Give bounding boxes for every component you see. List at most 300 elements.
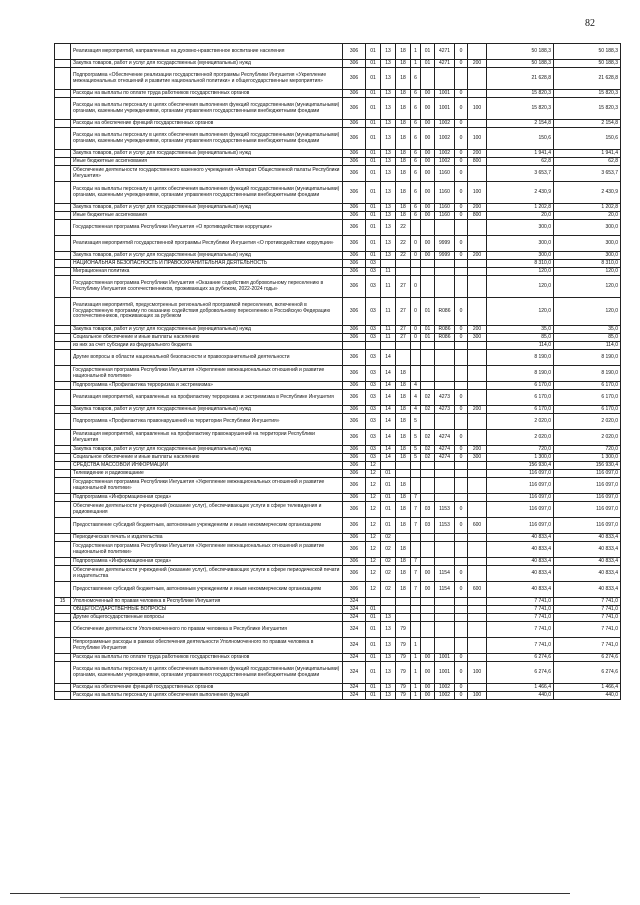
- row-number-cell: [55, 494, 71, 502]
- code-subsection-cell: [381, 462, 396, 470]
- code-suffix-cell: [455, 414, 468, 430]
- code-subprogram-cell: 5: [411, 430, 421, 446]
- amount-year1-cell: 1 466,4: [487, 684, 554, 692]
- code-program-cell: 27: [396, 276, 411, 298]
- code-direction-cell: 1002: [435, 150, 455, 158]
- code-subsection-cell: 01: [381, 502, 396, 518]
- code-suffix-cell: 0: [455, 684, 468, 692]
- code-event-cell: [421, 534, 435, 542]
- amount-year2-cell: 116 097,0: [554, 518, 621, 534]
- amount-year2-cell: 116 097,0: [554, 478, 621, 494]
- row-number-cell: [55, 326, 71, 334]
- code-suffix-cell: [455, 276, 468, 298]
- amount-year1-cell: 6 274,6: [487, 662, 554, 684]
- code-direction-cell: [435, 470, 455, 478]
- code-subsection-cell: 13: [381, 614, 396, 622]
- code-section-cell: 12: [366, 518, 381, 534]
- amount-year1-cell: 1 941,4: [487, 150, 554, 158]
- table-row: [55, 350, 621, 366]
- code-expense-type-cell: [468, 342, 487, 350]
- code-program-cell: [396, 598, 411, 606]
- code-event-cell: [421, 558, 435, 566]
- code-section-cell: 03: [366, 350, 381, 366]
- code-suffix-cell: 0: [455, 60, 468, 68]
- table-row: [55, 542, 621, 558]
- code-section-cell: 01: [366, 614, 381, 622]
- table-row: [55, 60, 621, 68]
- amount-year2-cell: 40 833,4: [554, 558, 621, 566]
- code-direction-cell: [435, 614, 455, 622]
- amount-year1-cell: 21 628,8: [487, 68, 554, 90]
- code-suffix-cell: [455, 558, 468, 566]
- code-ministry-cell: 306: [343, 182, 366, 204]
- amount-year2-cell: 85,0: [554, 334, 621, 342]
- code-section-cell: 01: [366, 662, 381, 684]
- code-direction-cell: [435, 622, 455, 638]
- code-subprogram-cell: [411, 342, 421, 350]
- code-ministry-cell: 306: [343, 502, 366, 518]
- code-ministry-cell: 306: [343, 326, 366, 334]
- amount-year2-cell: 1 300,0: [554, 454, 621, 462]
- code-section-cell: 01: [366, 98, 381, 120]
- code-direction-cell: [435, 558, 455, 566]
- code-section-cell: 01: [366, 684, 381, 692]
- code-section-cell: 01: [366, 220, 381, 236]
- code-subsection-cell: 14: [381, 414, 396, 430]
- code-event-cell: 00: [421, 98, 435, 120]
- code-ministry-cell: 324: [343, 622, 366, 638]
- code-direction-cell: 4274: [435, 430, 455, 446]
- code-subsection-cell: [381, 260, 396, 268]
- amount-year2-cell: 21 628,8: [554, 68, 621, 90]
- code-subsection-cell: 02: [381, 582, 396, 598]
- table-row: [55, 334, 621, 342]
- code-section-cell: 01: [366, 212, 381, 220]
- item-name-cell: Реализация мероприятий, направленных на духовно-нравственное воспитание населения: [71, 44, 343, 60]
- code-subprogram-cell: 7: [411, 494, 421, 502]
- code-section-cell: 01: [366, 166, 381, 182]
- amount-year2-cell: 50 188,3: [554, 44, 621, 60]
- code-subprogram-cell: 1: [411, 638, 421, 654]
- code-event-cell: 00: [421, 150, 435, 158]
- table-row: [55, 390, 621, 406]
- code-ministry-cell: 306: [343, 212, 366, 220]
- code-section-cell: 12: [366, 494, 381, 502]
- code-event-cell: 01: [421, 60, 435, 68]
- code-section-cell: 03: [366, 406, 381, 414]
- code-suffix-cell: [455, 342, 468, 350]
- code-subprogram-cell: 0: [411, 334, 421, 342]
- code-suffix-cell: 0: [455, 662, 468, 684]
- code-program-cell: 18: [396, 158, 411, 166]
- code-ministry-cell: 306: [343, 350, 366, 366]
- table-row: [55, 582, 621, 598]
- item-name-cell: Подпрограмма «Профилактика терроризма и экстремизма»: [71, 382, 343, 390]
- code-subsection-cell: 02: [381, 534, 396, 542]
- row-number-cell: [55, 502, 71, 518]
- code-program-cell: [396, 614, 411, 622]
- amount-year2-cell: 7 741,0: [554, 606, 621, 614]
- code-program-cell: [396, 260, 411, 268]
- code-event-cell: [421, 470, 435, 478]
- code-suffix-cell: [455, 366, 468, 382]
- code-expense-type-cell: [468, 566, 487, 582]
- code-section-cell: 03: [366, 268, 381, 276]
- row-number-cell: [55, 406, 71, 414]
- code-event-cell: [421, 494, 435, 502]
- code-subsection-cell: 14: [381, 382, 396, 390]
- amount-year2-cell: 120,0: [554, 298, 621, 326]
- code-subsection-cell: 13: [381, 204, 396, 212]
- code-direction-cell: [435, 638, 455, 654]
- amount-year2-cell: 6 170,0: [554, 406, 621, 414]
- code-subprogram-cell: [411, 534, 421, 542]
- code-subsection-cell: 11: [381, 268, 396, 276]
- row-number-cell: [55, 614, 71, 622]
- code-expense-type-cell: [468, 622, 487, 638]
- code-program-cell: 18: [396, 68, 411, 90]
- item-name-cell: Расходы на выплаты персоналу в целях обеспечения выполнения функций государственными (муниципальными) органами, казенными учреждениями, органами управления государственными внебюджетными фондами: [71, 182, 343, 204]
- code-direction-cell: [435, 276, 455, 298]
- code-direction-cell: [435, 260, 455, 268]
- code-program-cell: [396, 534, 411, 542]
- code-section-cell: 01: [366, 654, 381, 662]
- code-program-cell: 79: [396, 692, 411, 700]
- amount-year1-cell: 440,0: [487, 692, 554, 700]
- code-section-cell: 01: [366, 120, 381, 128]
- amount-year1-cell: 3 653,7: [487, 166, 554, 182]
- table-row: [55, 166, 621, 182]
- code-subprogram-cell: 7: [411, 566, 421, 582]
- item-name-cell: Подпрограмма «Информационная среда»: [71, 494, 343, 502]
- code-subprogram-cell: 6: [411, 158, 421, 166]
- code-expense-type-cell: [468, 220, 487, 236]
- code-event-cell: 00: [421, 182, 435, 204]
- code-direction-cell: R086: [435, 334, 455, 342]
- amount-year2-cell: 7 741,0: [554, 614, 621, 622]
- code-ministry-cell: 324: [343, 662, 366, 684]
- amount-year1-cell: 120,0: [487, 298, 554, 326]
- code-subprogram-cell: 4: [411, 406, 421, 414]
- code-event-cell: 01: [421, 334, 435, 342]
- code-subsection-cell: 11: [381, 298, 396, 326]
- table-row: [55, 662, 621, 684]
- row-number-cell: [55, 542, 71, 558]
- code-event-cell: 00: [421, 654, 435, 662]
- row-number-cell: [55, 684, 71, 692]
- item-name-cell: Предоставление субсидий бюджетным, автономным учреждениям и иным некоммерческим организациям: [71, 518, 343, 534]
- code-section-cell: 01: [366, 60, 381, 68]
- table-row: [55, 260, 621, 268]
- amount-year2-cell: 50 188,3: [554, 60, 621, 68]
- row-number-cell: [55, 534, 71, 542]
- code-subprogram-cell: 0: [411, 276, 421, 298]
- code-section-cell: 12: [366, 534, 381, 542]
- code-subprogram-cell: 4: [411, 382, 421, 390]
- code-direction-cell: 4273: [435, 406, 455, 414]
- code-subsection-cell: 13: [381, 622, 396, 638]
- row-number-cell: [55, 558, 71, 566]
- row-number-cell: [55, 470, 71, 478]
- code-section-cell: 01: [366, 150, 381, 158]
- code-subprogram-cell: 6: [411, 90, 421, 98]
- amount-year2-cell: 440,0: [554, 692, 621, 700]
- code-subprogram-cell: 6: [411, 150, 421, 158]
- code-suffix-cell: 0: [455, 518, 468, 534]
- item-name-cell: ОБЩЕГОСУДАРСТВЕННЫЕ ВОПРОСЫ: [71, 606, 343, 614]
- row-number-cell: [55, 260, 71, 268]
- code-subprogram-cell: 6: [411, 120, 421, 128]
- amount-year2-cell: 40 833,4: [554, 542, 621, 558]
- item-name-cell: Закупка товаров, работ и услуг для государственных (муниципальных) нужд: [71, 326, 343, 334]
- table-row: [55, 518, 621, 534]
- item-name-cell: СРЕДСТВА МАССОВОЙ ИНФОРМАЦИИ: [71, 462, 343, 470]
- code-expense-type-cell: [468, 462, 487, 470]
- code-ministry-cell: 306: [343, 390, 366, 406]
- code-program-cell: 18: [396, 582, 411, 598]
- table-row: [55, 692, 621, 700]
- amount-year1-cell: 6 274,6: [487, 654, 554, 662]
- code-subsection-cell: 11: [381, 334, 396, 342]
- code-subprogram-cell: 0: [411, 252, 421, 260]
- amount-year1-cell: 720,0: [487, 446, 554, 454]
- code-program-cell: 22: [396, 236, 411, 252]
- amount-year1-cell: 40 833,4: [487, 542, 554, 558]
- code-suffix-cell: [455, 220, 468, 236]
- code-subprogram-cell: [411, 614, 421, 622]
- table-row: [55, 462, 621, 470]
- code-expense-type-cell: 800: [468, 212, 487, 220]
- code-direction-cell: [435, 366, 455, 382]
- code-section-cell: 12: [366, 558, 381, 566]
- row-number-cell: [55, 662, 71, 684]
- table-row: [55, 90, 621, 98]
- code-section-cell: 03: [366, 366, 381, 382]
- code-subprogram-cell: 4: [411, 390, 421, 406]
- table-row: [55, 622, 621, 638]
- code-subsection-cell: 13: [381, 60, 396, 68]
- code-program-cell: 18: [396, 166, 411, 182]
- code-expense-type-cell: 100: [468, 662, 487, 684]
- item-name-cell: Иные бюджетные ассигнования: [71, 212, 343, 220]
- item-name-cell: Периодическая печать и издательства: [71, 534, 343, 542]
- item-name-cell: Реализация мероприятий, предусмотренных региональной программой переселения, включенной в Государственную программу по оказанию содействия добровольному переселению в Российскую Федерацию соотечественников, проживающих за рубежом: [71, 298, 343, 326]
- code-section-cell: 01: [366, 158, 381, 166]
- code-section-cell: 03: [366, 326, 381, 334]
- code-expense-type-cell: 200: [468, 446, 487, 454]
- code-subprogram-cell: [411, 268, 421, 276]
- code-suffix-cell: [455, 268, 468, 276]
- code-subsection-cell: [381, 606, 396, 614]
- code-suffix-cell: [455, 614, 468, 622]
- amount-year2-cell: 300,0: [554, 236, 621, 252]
- code-section-cell: 12: [366, 542, 381, 558]
- code-subsection-cell: 01: [381, 478, 396, 494]
- code-ministry-cell: 306: [343, 494, 366, 502]
- code-expense-type-cell: [468, 478, 487, 494]
- code-ministry-cell: 306: [343, 68, 366, 90]
- budget-table: [54, 43, 621, 700]
- row-number-cell: 15: [55, 598, 71, 606]
- code-program-cell: 18: [396, 502, 411, 518]
- code-ministry-cell: 306: [343, 558, 366, 566]
- code-suffix-cell: 0: [455, 582, 468, 598]
- code-suffix-cell: [455, 470, 468, 478]
- code-section-cell: 12: [366, 502, 381, 518]
- code-suffix-cell: [455, 478, 468, 494]
- code-expense-type-cell: [468, 276, 487, 298]
- table-row: [55, 128, 621, 150]
- code-subsection-cell: [381, 342, 396, 350]
- code-program-cell: 18: [396, 566, 411, 582]
- code-direction-cell: 4271: [435, 44, 455, 60]
- code-suffix-cell: 0: [455, 566, 468, 582]
- row-number-cell: [55, 166, 71, 182]
- code-expense-type-cell: [468, 638, 487, 654]
- code-ministry-cell: 306: [343, 236, 366, 252]
- code-expense-type-cell: [468, 558, 487, 566]
- code-subprogram-cell: 0: [411, 326, 421, 334]
- amount-year2-cell: 1 941,4: [554, 150, 621, 158]
- code-expense-type-cell: 300: [468, 334, 487, 342]
- code-event-cell: 00: [421, 662, 435, 684]
- code-direction-cell: [435, 606, 455, 614]
- code-subprogram-cell: 6: [411, 166, 421, 182]
- code-subsection-cell: 13: [381, 158, 396, 166]
- code-event-cell: 00: [421, 684, 435, 692]
- code-program-cell: 27: [396, 298, 411, 326]
- table-row: [55, 654, 621, 662]
- code-section-cell: 01: [366, 182, 381, 204]
- code-suffix-cell: 0: [455, 334, 468, 342]
- item-name-cell: Расходы на обеспечение функций государственных органов: [71, 684, 343, 692]
- amount-year1-cell: 6 170,0: [487, 390, 554, 406]
- code-expense-type-cell: [468, 654, 487, 662]
- item-name-cell: Подпрограмма «Профилактика правонарушений на территории Республики Ингушетия»: [71, 414, 343, 430]
- code-program-cell: 18: [396, 44, 411, 60]
- code-expense-type-cell: [468, 298, 487, 326]
- code-suffix-cell: [455, 638, 468, 654]
- item-name-cell: Государственная программа Республики Ингушетия «О противодействии коррупции»: [71, 220, 343, 236]
- code-subprogram-cell: [411, 542, 421, 558]
- code-ministry-cell: 306: [343, 98, 366, 120]
- table-row: [55, 414, 621, 430]
- amount-year2-cell: 8 310,0: [554, 260, 621, 268]
- code-event-cell: 03: [421, 518, 435, 534]
- code-subprogram-cell: 6: [411, 182, 421, 204]
- code-subprogram-cell: 7: [411, 558, 421, 566]
- amount-year1-cell: 2 020,0: [487, 414, 554, 430]
- amount-year2-cell: 116 097,0: [554, 502, 621, 518]
- amount-year1-cell: 8 190,0: [487, 366, 554, 382]
- code-expense-type-cell: [468, 120, 487, 128]
- code-event-cell: 01: [421, 44, 435, 60]
- code-event-cell: 00: [421, 582, 435, 598]
- code-ministry-cell: 306: [343, 462, 366, 470]
- code-subprogram-cell: 0: [411, 236, 421, 252]
- code-program-cell: 27: [396, 326, 411, 334]
- code-subprogram-cell: [411, 622, 421, 638]
- code-subprogram-cell: [411, 220, 421, 236]
- code-program-cell: 18: [396, 90, 411, 98]
- code-program-cell: 79: [396, 662, 411, 684]
- item-name-cell: Государственная программа Республики Ингушетия «Укрепление межнациональных отношений и развитие национальной политики»: [71, 366, 343, 382]
- code-subsection-cell: 02: [381, 558, 396, 566]
- code-suffix-cell: 0: [455, 252, 468, 260]
- code-ministry-cell: 306: [343, 44, 366, 60]
- amount-year2-cell: 156 930,4: [554, 462, 621, 470]
- code-direction-cell: R086: [435, 298, 455, 326]
- code-subprogram-cell: [411, 462, 421, 470]
- code-direction-cell: 9999: [435, 252, 455, 260]
- code-subprogram-cell: 1: [411, 60, 421, 68]
- row-number-cell: [55, 204, 71, 212]
- code-suffix-cell: 0: [455, 502, 468, 518]
- code-ministry-cell: 306: [343, 204, 366, 212]
- code-subsection-cell: 02: [381, 566, 396, 582]
- code-program-cell: 79: [396, 622, 411, 638]
- code-ministry-cell: 306: [343, 414, 366, 430]
- code-program-cell: 79: [396, 684, 411, 692]
- table-row: [55, 204, 621, 212]
- item-name-cell: НАЦИОНАЛЬНАЯ БЕЗОПАСНОСТЬ И ПРАВООХРАНИТЕЛЬНАЯ ДЕЯТЕЛЬНОСТЬ: [71, 260, 343, 268]
- code-event-cell: 00: [421, 128, 435, 150]
- code-expense-type-cell: [468, 598, 487, 606]
- code-direction-cell: [435, 542, 455, 558]
- code-expense-type-cell: 200: [468, 252, 487, 260]
- code-ministry-cell: [343, 342, 366, 350]
- amount-year1-cell: 116 097,0: [487, 502, 554, 518]
- code-direction-cell: 1160: [435, 212, 455, 220]
- amount-year1-cell: 116 097,0: [487, 518, 554, 534]
- amount-year1-cell: 6 170,0: [487, 382, 554, 390]
- code-subprogram-cell: [411, 260, 421, 268]
- code-subprogram-cell: [411, 350, 421, 366]
- item-name-cell: Расходы на обеспечение функций государственных органов: [71, 120, 343, 128]
- code-event-cell: 00: [421, 90, 435, 98]
- code-direction-cell: [435, 68, 455, 90]
- code-ministry-cell: 324: [343, 606, 366, 614]
- code-subprogram-cell: [411, 366, 421, 382]
- code-event-cell: 00: [421, 166, 435, 182]
- code-direction-cell: 1160: [435, 182, 455, 204]
- amount-year1-cell: 8 190,0: [487, 350, 554, 366]
- table-row: [55, 268, 621, 276]
- code-subprogram-cell: 0: [411, 298, 421, 326]
- code-subsection-cell: 01: [381, 470, 396, 478]
- code-section-cell: 01: [366, 622, 381, 638]
- code-program-cell: 18: [396, 382, 411, 390]
- amount-year2-cell: 114,0: [554, 342, 621, 350]
- code-suffix-cell: 0: [455, 406, 468, 414]
- code-program-cell: 18: [396, 542, 411, 558]
- code-expense-type-cell: 200: [468, 150, 487, 158]
- code-subprogram-cell: 5: [411, 454, 421, 462]
- table-row: [55, 236, 621, 252]
- row-number-cell: [55, 182, 71, 204]
- amount-year1-cell: 20,0: [487, 212, 554, 220]
- amount-year2-cell: 120,0: [554, 276, 621, 298]
- code-program-cell: 18: [396, 454, 411, 462]
- code-program-cell: [396, 606, 411, 614]
- amount-year1-cell: 2 020,0: [487, 430, 554, 446]
- code-program-cell: 18: [396, 212, 411, 220]
- amount-year2-cell: 120,0: [554, 268, 621, 276]
- code-program-cell: 18: [396, 414, 411, 430]
- code-ministry-cell: 324: [343, 684, 366, 692]
- code-section-cell: 12: [366, 566, 381, 582]
- row-number-cell: [55, 446, 71, 454]
